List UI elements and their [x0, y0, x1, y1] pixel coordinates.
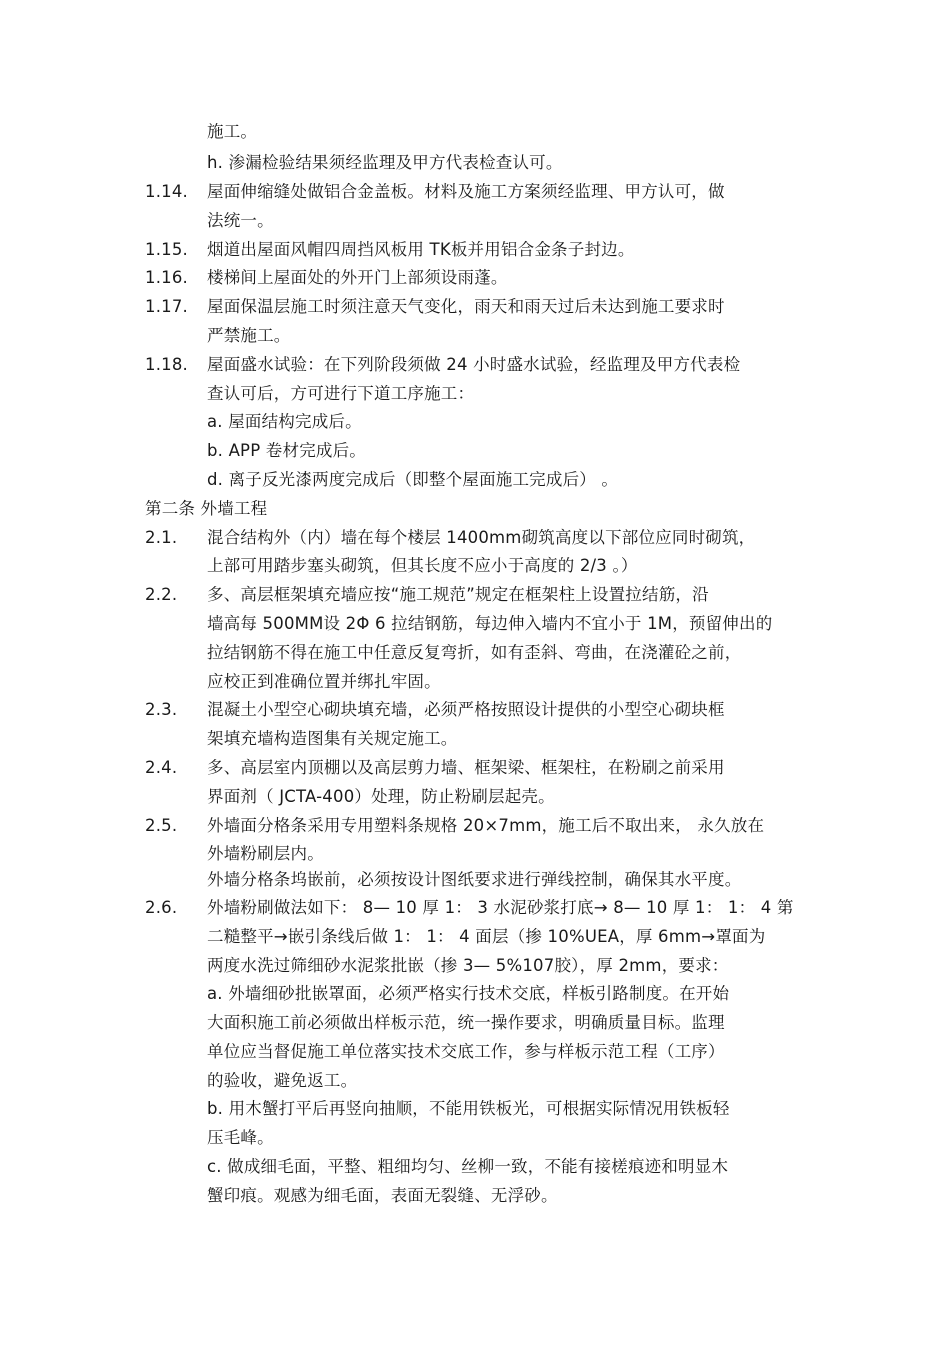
line-34-text: 的验收，避免返工。 — [207, 1071, 358, 1090]
line-38-text: 蟹印痕。观感为细毛面，表面无裂缝、无浮砂。 — [207, 1186, 558, 1205]
line-8-text: 严禁施工。 — [207, 326, 291, 345]
item-2-2-text: 多、高层框架填充墙应按“施工规范”规定在框架柱上设置拉结筋，沿 — [207, 585, 709, 604]
line-22-text: 架填充墙构造图集有关规定施工。 — [207, 729, 458, 748]
item-1-18-number: 1.18. — [145, 355, 188, 374]
item-2-3-text: 混凝土小型空心砌块填充墙，必须严格按照设计提供的小型空心砌块框 — [207, 700, 725, 719]
line-20-text: 应校正到准确位置并绑扎牢固。 — [207, 672, 441, 691]
item-1-14-number: 1.14. — [145, 182, 188, 201]
line-26-text: 外墙粉刷层内。 — [207, 844, 324, 863]
line-24-text: 界面剂（ JCTA-400）处理，防止粉刷层起壳。 — [207, 787, 555, 806]
line-2-text: h. 渗漏检验结果须经监理及甲方代表检查认可。 — [207, 153, 563, 172]
line-4-text: 法统一。 — [207, 211, 274, 230]
item-2-6-number: 2.6. — [145, 898, 178, 917]
item-2-3-number: 2.3. — [145, 700, 178, 719]
line-1-text: 施工。 — [207, 122, 258, 141]
line-30-text: 两度水洗过筛细砂水泥浆批嵌（掺 3— 5%107胶），厚 2mm，要求： — [207, 956, 729, 975]
item-1-16-number: 1.16. — [145, 268, 188, 287]
line-32-text: 大面积施工前必须做出样板示范，统一操作要求，明确质量目标。监理 — [207, 1013, 725, 1032]
item-2-1-text: 混合结构外（内）墙在每个楼层 1400mm砌筑高度以下部位应同时砌筑， — [207, 528, 756, 547]
item-1-14-text: 屋面伸缩缝处做铝合金盖板。材料及施工方案须经监理、甲方认可，做 — [207, 182, 725, 201]
item-1-17-number: 1.17. — [145, 297, 188, 316]
section-heading: 第二条 外墙工程 — [145, 499, 268, 518]
item-1-15-text: 烟道出屋面风帽四周挡风板用 TK板并用铝合金条子封边。 — [207, 240, 635, 259]
item-2-2-number: 2.2. — [145, 585, 178, 604]
line-10-text: 查认可后，方可进行下道工序施工： — [207, 384, 475, 403]
line-37-text: c. 做成细毛面，平整、粗细均匀、丝柳一致，不能有接槎痕迹和明显木 — [207, 1157, 729, 1176]
item-2-5-text: 外墙面分格条采用专用塑料条规格 20×7mm，施工后不取出来， 永久放在 — [207, 816, 765, 835]
line-19-text: 拉结钢筋不得在施工中任意反复弯折，如有歪斜、弯曲，在浇灌砼之前， — [207, 643, 742, 662]
line-16-text: 上部可用踏步塞头砌筑，但其长度不应小于高度的 2/3 。） — [207, 556, 638, 575]
line-11-text: a. 屋面结构完成后。 — [207, 412, 362, 431]
item-1-15-number: 1.15. — [145, 240, 188, 259]
line-33-text: 单位应当督促施工单位落实技术交底工作，参与样板示范工程（工序） — [207, 1042, 725, 1061]
line-27-text: 外墙分格条坞嵌前，必须按设计图纸要求进行弹线控制，确保其水平度。 — [207, 870, 742, 889]
item-2-5-number: 2.5. — [145, 816, 178, 835]
line-36-text: 压毛峰。 — [207, 1128, 274, 1147]
item-1-18-text: 屋面盛水试验：在下列阶段须做 24 小时盛水试验，经监理及甲方代表检 — [207, 355, 741, 374]
line-35-text: b. 用木蟹打平后再竖向抽顺，不能用铁板光，可根据实际情况用铁板轻 — [207, 1099, 730, 1118]
line-18-text: 墙高每 500MM设 2Φ 6 拉结钢筋，每边伸入墙内不宜小于 1M，预留伸出的 — [207, 614, 773, 633]
item-2-4-number: 2.4. — [145, 758, 178, 777]
item-2-6-text: 外墙粉刷做法如下： 8— 10 厚 1： 3 水泥砂浆打底→ 8— 10 厚 1： 1： 4 第 — [207, 898, 794, 917]
line-29-text: 二糙整平→嵌引条线后做 1： 1： 4 面层（掺 10%UEA，厚 6mm→罩面为 — [207, 927, 766, 946]
item-2-4-text: 多、高层室内顶棚以及高层剪力墙、框架梁、框架柱，在粉刷之前采用 — [207, 758, 725, 777]
item-1-17-text: 屋面保温层施工时须注意天气变化，雨天和雨天过后未达到施工要求时 — [207, 297, 725, 316]
line-13-text: d. 离子反光漆两度完成后（即整个屋面施工完成后） 。 — [207, 470, 619, 489]
item-2-1-number: 2.1. — [145, 528, 178, 547]
line-31-text: a. 外墙细砂批嵌罩面，必须严格实行技术交底，样板引路制度。在开始 — [207, 984, 730, 1003]
item-1-16-text: 楼梯间上屋面处的外开门上部须设雨蓬。 — [207, 268, 508, 287]
line-12-text: b. APP 卷材完成后。 — [207, 441, 366, 460]
